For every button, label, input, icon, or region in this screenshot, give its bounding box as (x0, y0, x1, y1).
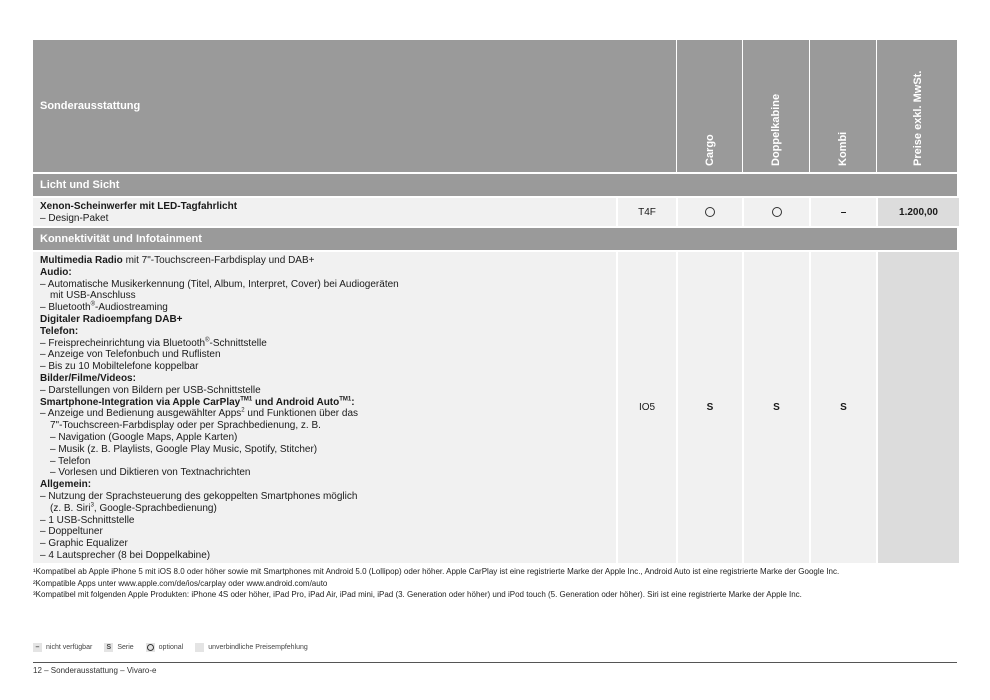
dash-mark: – (40, 337, 49, 349)
kombi-cell: – (809, 198, 876, 226)
table-row-multimedia (33, 250, 957, 563)
row-item-text: Design-Paket (48, 212, 109, 224)
list-item (40, 538, 615, 550)
dash-symbol: – (33, 643, 42, 652)
dash-mark: – (50, 431, 59, 443)
row-description (33, 252, 615, 562)
legend-label: unverbindliche Preisempfehlung (208, 644, 308, 651)
sub-list-item-text: Vorlesen und Diktieren von Textnachrichten (58, 467, 251, 479)
footnote-1: ¹Kompatibel ab Apple iPhone 5 mit iOS 8.0 oder höher sowie mit Smartphones mit Android 5.0 (Lollipop) oder höher. Apple CarPlay ist eine registrierte Marke der Apple Inc., Android Auto ist eine registrierte Marke der Google Inc. (33, 567, 840, 576)
list-item-text: Anzeige und Bedienung ausgewählter Apps (47, 408, 242, 420)
sub-list-item (40, 444, 615, 456)
header-title-cell (33, 40, 676, 172)
dash-mark: – (40, 538, 49, 550)
list-item-text: 1 USB-Schnittstelle (48, 514, 135, 526)
header-col-price (876, 40, 958, 172)
code-cell: T4F (616, 198, 676, 226)
superscript: 2 (241, 408, 245, 415)
sub-list-item-text: Musik (z. B. Playlists, Google Play Music, Spotify, Stitcher) (58, 443, 318, 455)
section-title-konnektivitaet: Konnektivität und Infotainment (33, 226, 957, 250)
dash-mark: – (40, 302, 49, 314)
optional-circle-icon (705, 207, 715, 217)
dash-mark: – (40, 384, 49, 396)
header-col-cargo-label: Cargo (703, 134, 716, 166)
list-item (40, 408, 615, 432)
audio-label: Audio: (40, 266, 72, 278)
dash-mark: – (40, 408, 48, 420)
sub-list-item (40, 432, 615, 444)
superscript: ® (205, 337, 210, 344)
footer-divider (33, 662, 957, 663)
list-item-text-rest: -Schnittstelle (209, 337, 267, 349)
header-col-doppelkabine (742, 40, 809, 172)
list-item-text: Graphic Equalizer (48, 538, 128, 550)
superscript: ® (90, 301, 96, 308)
cargo-cell (676, 198, 742, 226)
dash-mark: – (40, 549, 49, 561)
code-cell: IO5 (616, 252, 676, 563)
list-item (40, 385, 615, 397)
dash-mark: – (50, 443, 59, 455)
legend-label: optional (158, 644, 184, 651)
sub-list-item-text: Telefon (58, 455, 91, 467)
row-title-rest: mit 7"-Touchscreen-Farbdisplay und DAB+ (125, 255, 315, 266)
price-swatch-icon (195, 643, 204, 652)
list-item-text-rest: , Google-Sprachbedienung) (93, 502, 217, 514)
dash-mark: – (50, 467, 59, 479)
section-title-licht: Licht und Sicht (33, 172, 957, 196)
legend-label: nicht verfügbar (46, 644, 93, 651)
dash-mark: – (40, 278, 48, 290)
dash-mark: – (50, 455, 59, 467)
optional-circle-icon (146, 643, 155, 652)
superscript: TM1 (240, 396, 253, 403)
smartphone-label-end: : (351, 396, 355, 408)
legend-item-optional (146, 643, 184, 652)
superscript: TM1 (339, 396, 352, 403)
smartphone-label (40, 397, 615, 409)
row-title-line (40, 255, 615, 267)
dash-mark: – (40, 514, 49, 526)
smartphone-label-mid: und Android Auto (252, 396, 340, 408)
doppelkabine-cell: S (742, 252, 809, 563)
footnote-2: ²Kompatible Apps unter www.apple.com/de/ios/carplay oder www.android.com/auto (33, 578, 328, 588)
header-col-price-label: Preise exkl. MwSt. (911, 70, 924, 166)
list-item-text: Anzeige von Telefonbuch und Ruflisten (47, 349, 221, 361)
list-item-text: Bis zu 10 Mobiltelefone koppelbar (48, 361, 199, 373)
superscript: 3 (90, 502, 94, 509)
row-title: Xenon-Scheinwerfer mit LED-Tagfahrlicht (40, 201, 238, 212)
smartphone-label-text: Smartphone-Integration via Apple CarPlay (40, 396, 241, 408)
list-item-text-rest: -Audiostreaming (95, 302, 168, 314)
header-col-cargo (676, 40, 742, 172)
list-item-text-cont: (z. B. Siri (50, 502, 91, 514)
dash-mark: – (40, 349, 48, 361)
list-item (40, 338, 615, 350)
list-item (40, 550, 615, 562)
images-label: Bilder/Filme/Videos: (40, 372, 136, 384)
list-item-text: Doppeltuner (48, 526, 103, 538)
cargo-cell: S (676, 252, 742, 563)
table-row-xenon (33, 196, 957, 226)
dash-mark: – (40, 212, 49, 224)
list-item-text: 4 Lautsprecher (8 bei Doppelkabine) (48, 549, 211, 561)
list-item (40, 213, 615, 225)
list-item (40, 491, 615, 515)
price-cell (876, 252, 959, 563)
list-item-text: Nutzung der Sprachsteuerung des gekoppelten Smartphones möglich (48, 490, 358, 502)
dash-mark: – (40, 526, 49, 538)
list-item-text: Bluetooth (48, 302, 91, 314)
legend (33, 643, 320, 652)
page-footer: 12 – Sonderausstattung – Vivaro-e (33, 666, 157, 675)
optional-circle-icon (772, 207, 782, 217)
list-item (40, 302, 615, 314)
list-item (40, 361, 615, 373)
equipment-table (33, 40, 957, 563)
header-col-doppelkabine-label: Doppelkabine (770, 93, 782, 166)
general-label: Allgemein: (40, 479, 92, 491)
header-col-kombi (809, 40, 876, 172)
header-title: Sonderausstattung (40, 100, 141, 112)
kombi-cell: S (809, 252, 876, 563)
row-description (33, 198, 615, 225)
legend-item-price (195, 643, 308, 652)
sub-list-item-text: Navigation (Google Maps, Apple Karten) (58, 431, 238, 443)
legend-item-serie (104, 643, 133, 652)
header-col-kombi-label: Kombi (837, 131, 849, 166)
dab-label: Digitaler Radioempfang DAB+ (40, 313, 183, 325)
legend-label: Serie (117, 644, 134, 651)
list-item (40, 526, 615, 538)
price-cell: 1.200,00 (876, 198, 959, 226)
row-title: Multimedia Radio (40, 255, 123, 266)
doppelkabine-cell (742, 198, 809, 226)
sub-list-item (40, 467, 615, 479)
list-item (40, 279, 615, 303)
list-item-text-cont: 7"-Touchscreen-Farbdisplay oder per Sprachbedienung, z. B. (50, 420, 321, 432)
phone-label: Telefon: (40, 325, 79, 337)
footnote-3: ³Kompatibel mit folgenden Apple Produkten: iPhone 4S oder höher, iPad Pro, iPad Air, iPad mini, iPad (3. Generation oder höher) und iPod touch (5. Generation oder höher). Siri ist eine registrierte Marke der Apple Inc. (33, 590, 802, 599)
list-item-text: Automatische Musikerkennung (Titel, Album, Interpret, Cover) bei Audiogeräten (47, 278, 399, 290)
list-item-text: Darstellungen von Bildern per USB-Schnittstelle (48, 384, 261, 396)
list-item (40, 515, 615, 527)
serie-symbol: S (104, 643, 113, 652)
list-item-text-rest: und Funktionen über das (244, 408, 359, 420)
table-header (33, 40, 957, 172)
legend-item-not-available (33, 643, 92, 652)
footnotes (33, 566, 963, 601)
list-item-text: Freisprecheinrichtung via Bluetooth (48, 337, 206, 349)
dash-mark: – (40, 490, 49, 502)
sub-list-item (40, 456, 615, 468)
dash-mark: – (40, 361, 49, 373)
list-item-text-cont: mit USB-Anschluss (50, 290, 136, 302)
list-item (40, 349, 615, 361)
